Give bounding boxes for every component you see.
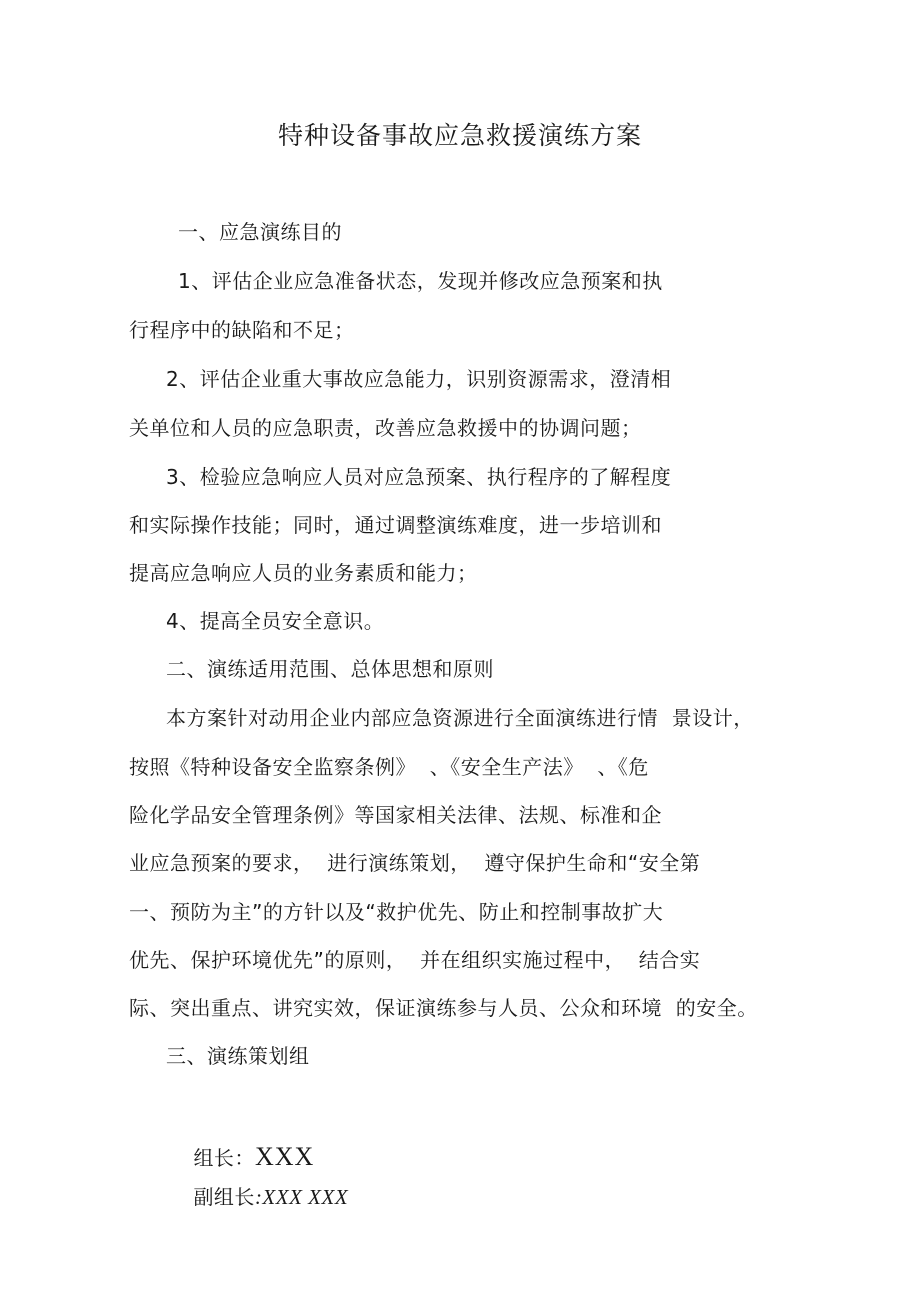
paragraph-line: 4、提高全员安全意识。 <box>166 609 385 633</box>
leader-label: 组长： <box>193 1146 255 1170</box>
deputy-leader-value: :XXX XXX <box>254 1185 349 1209</box>
paragraph-line: 提高应急响应人员的业务素质和能力； <box>129 561 478 585</box>
paragraph-line: 一、预防为主”的方针以及“救护优先、防止和控制事故扩大 <box>129 900 664 924</box>
section-heading-2: 二、演练适用范围、总体思想和原则 <box>166 657 494 681</box>
paragraph-line: 行程序中的缺陷和不足； <box>129 318 355 342</box>
section-heading-3: 三、演练策划组 <box>166 1044 310 1068</box>
paragraph-line: 1、评估企业应急准备状态，发现并修改应急预案和执 <box>178 269 663 293</box>
paragraph-line: 3、检验应急响应人员对应急预案、执行程序的了解程度 <box>166 465 672 489</box>
deputy-leader-row <box>166 1158 348 1236</box>
leader-value: XXX <box>254 1142 315 1171</box>
paragraph-line: 按照《特种设备安全监察条例》 、《安全生产法》 、《危 <box>129 755 649 779</box>
section-heading-1: 一、应急演练目的 <box>178 220 342 244</box>
paragraph-line: 业应急预案的要求， 进行演练策划， 遵守保护生命和“安全第 <box>129 851 701 875</box>
paragraph-line: 和实际操作技能；同时，通过调整演练难度，进一步培训和 <box>129 513 662 537</box>
deputy-leader-label: 副组长 <box>193 1185 255 1209</box>
paragraph-line: 险化学品安全管理条例》等国家相关法律、法规、标准和企 <box>129 803 662 827</box>
paragraph-line: 优先、保护环境优先”的原则， 并在组织实施过程中， 结合实 <box>129 948 701 972</box>
document-title: 特种设备事故应急救援演练方案 <box>277 121 642 150</box>
paragraph-line: 2、评估企业重大事故应急能力，识别资源需求，澄清相 <box>166 367 672 391</box>
paragraph-line: 际、突出重点、讲究实效，保证演练参与人员、公众和环境 的安全。 <box>129 996 758 1020</box>
paragraph-line: 关单位和人员的应急职责，改善应急救援中的协调问题； <box>129 416 642 440</box>
paragraph-line: 本方案针对动用企业内部应急资源进行全面演练进行情 景设计， <box>166 706 754 730</box>
